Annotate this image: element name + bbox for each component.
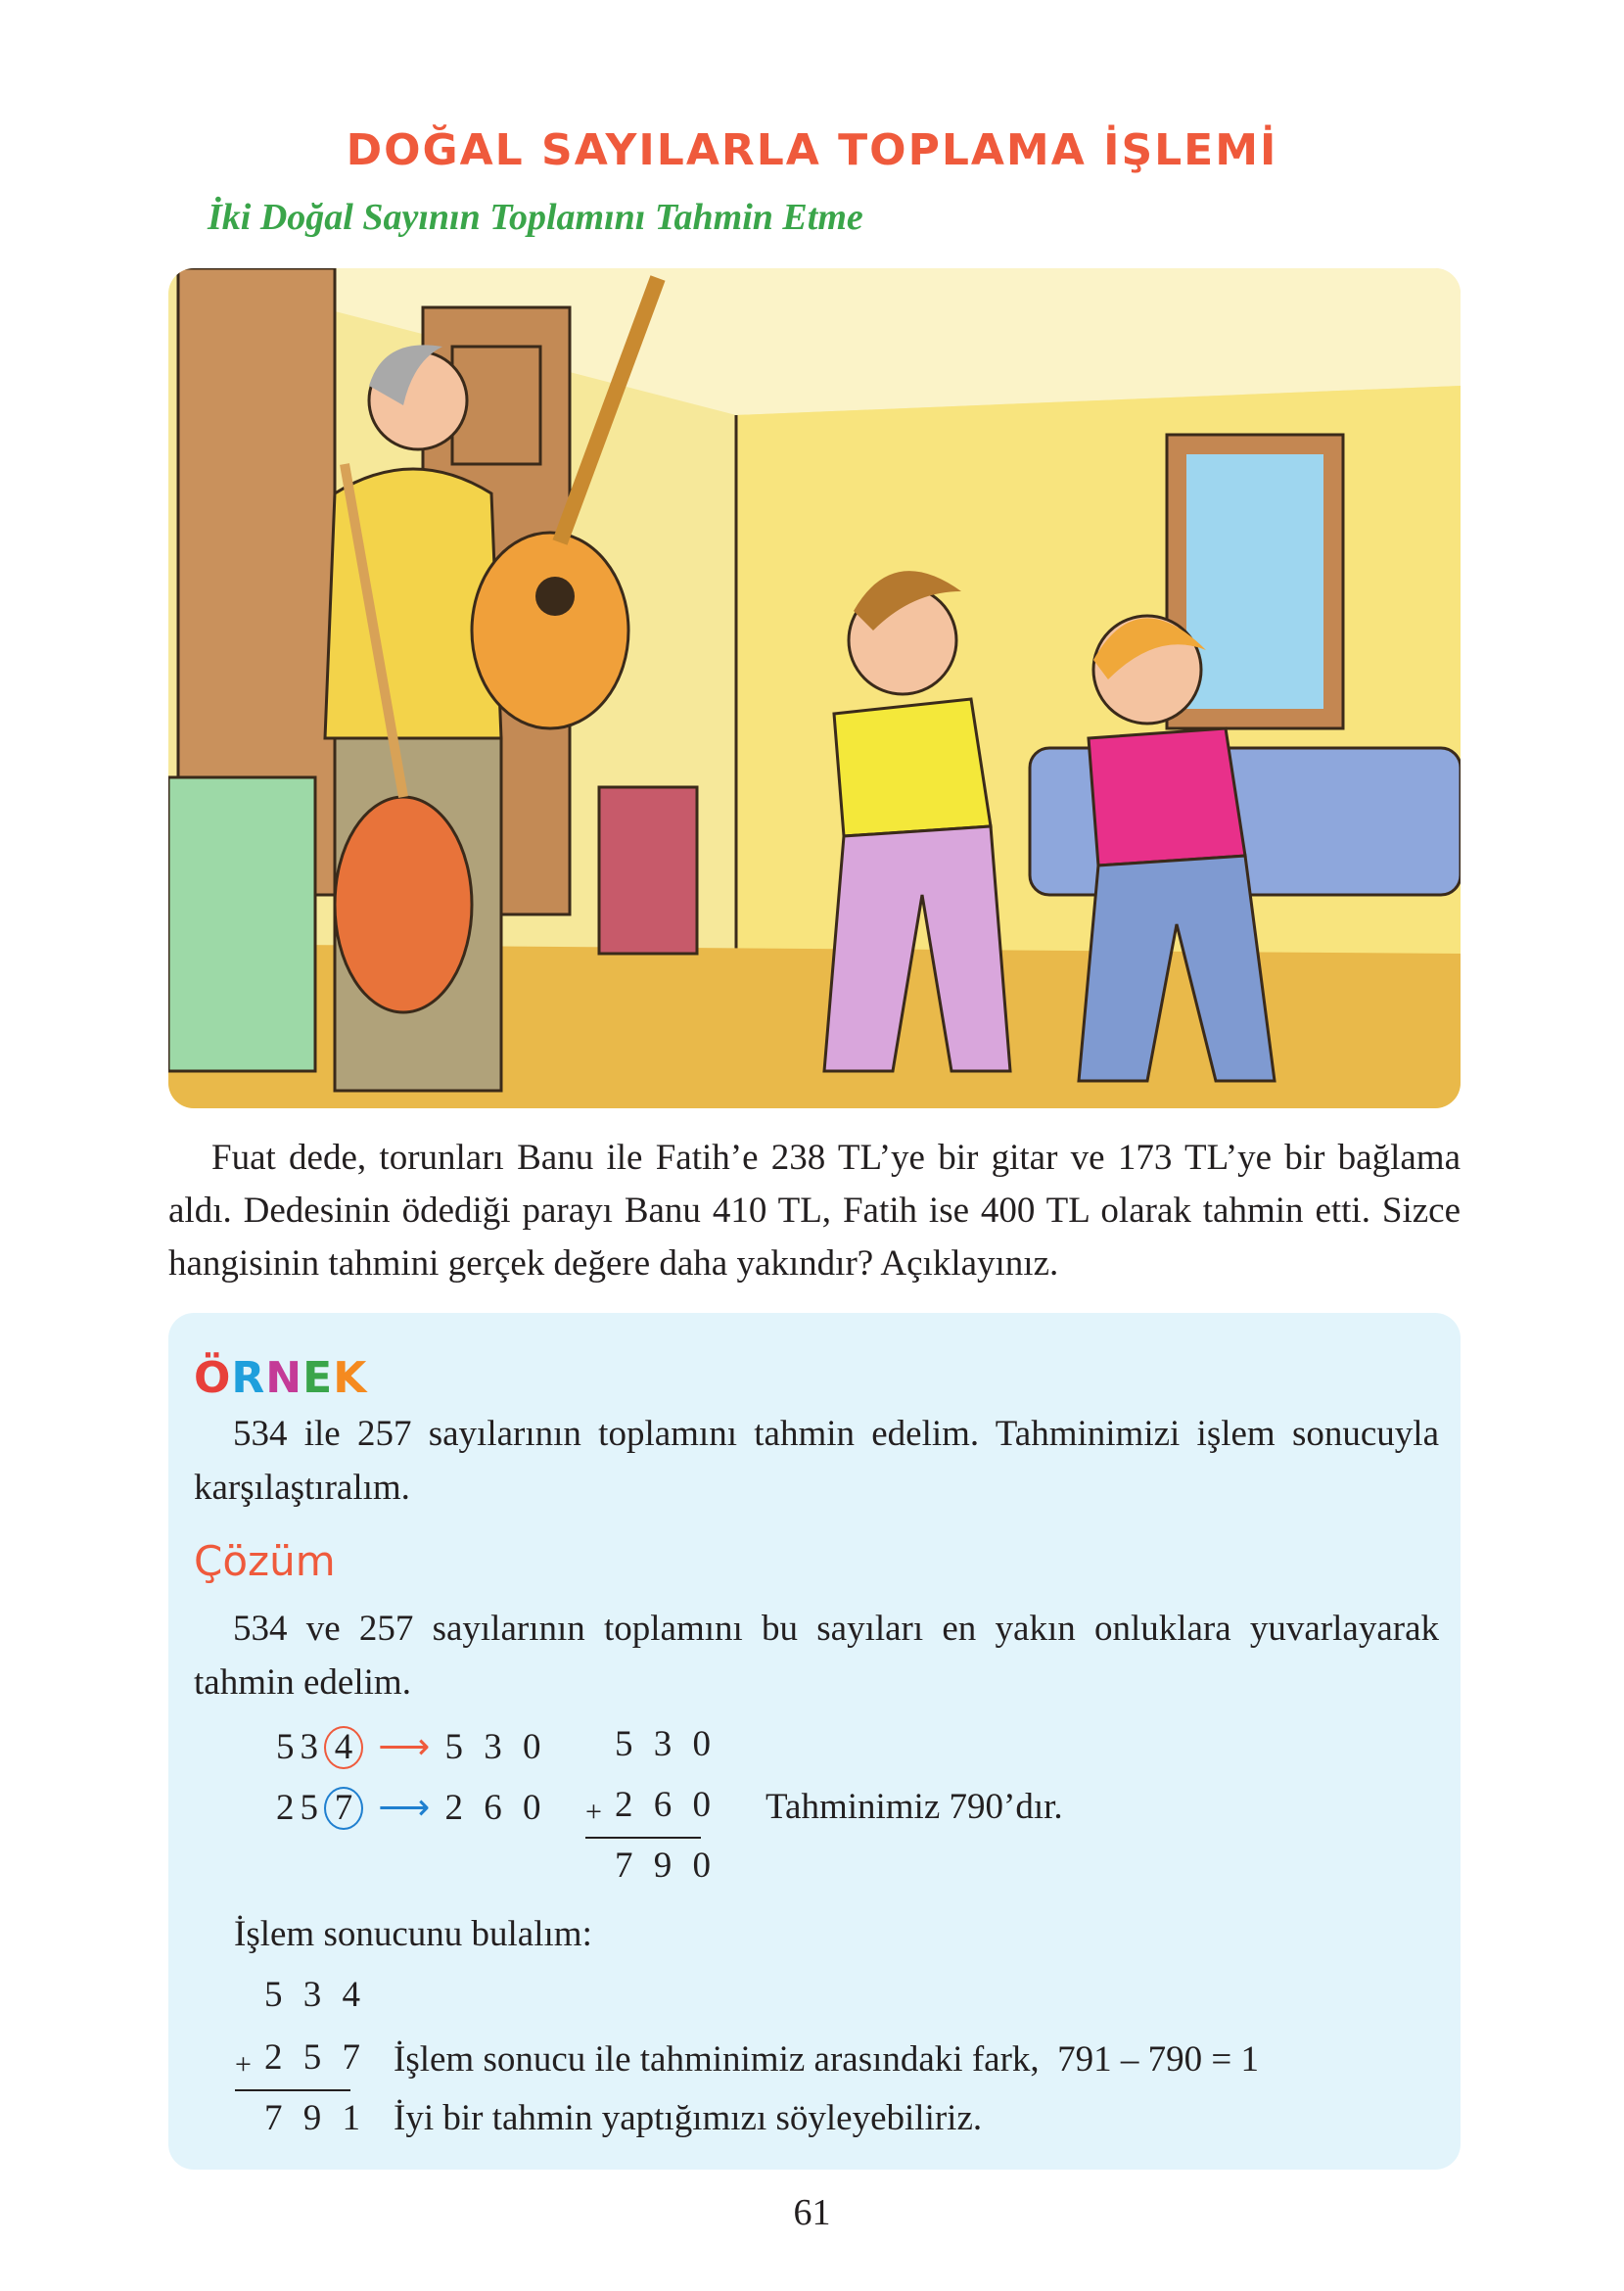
section-subtitle: İki Doğal Sayının Toplamını Tahmin Etme <box>208 197 863 238</box>
example-label <box>194 1353 367 1403</box>
page-number: 61 <box>793 2192 831 2233</box>
rounding-row <box>276 1786 547 1830</box>
difference-text: İşlem sonucu ile tahminimiz arasındaki fark, 791 – 790 = 1 <box>394 2039 1260 2080</box>
example-text: 534 ile 257 sayılarının toplamını tahmin edelim. Tahminimizi işlem sonucuyla karşılaştıralım. <box>194 1414 1439 1508</box>
plus-sign: + <box>585 1796 608 1828</box>
intro-text: Fuat dede, torunları Banu ile Fatih’e 238 TL’ye bir gitar ve 173 TL’ye bir bağlama aldı. Dedesinin ödediği parayı Banu 410 TL, Fatih ise 400 TL olarak tahmin etti. Sizce hangisinin tahmini gerçek değere daha yakındır? Açıklayınız. <box>168 1138 1461 1284</box>
plus-sign: + <box>235 2048 257 2081</box>
example-label-letter: E <box>302 1353 334 1403</box>
example-label-letter: R <box>231 1353 266 1403</box>
estimate-addend-a: 5 3 0 <box>615 1724 717 1764</box>
arrow-right-icon: ⟶ <box>378 1788 431 1828</box>
solution-text: 534 ve 257 sayılarının toplamını bu sayıları en yakın onluklara yuvarlayarak tahmin edelim. <box>194 1609 1439 1703</box>
conclusion-text: İyi bir tahmin yaptığımızı söyleyebiliriz. <box>394 2098 983 2138</box>
rounded-value: 2 6 0 <box>444 1788 547 1828</box>
ones-digit-circled: 4 <box>324 1726 363 1769</box>
example-label-letter: K <box>333 1353 368 1403</box>
intro-paragraph <box>168 1132 1461 1290</box>
actual-result: 7 9 1 <box>264 2098 366 2138</box>
estimate-addend-b: 2 6 0 <box>615 1785 717 1825</box>
rounded-value: 5 3 0 <box>444 1727 547 1767</box>
estimate-result: 7 9 0 <box>615 1846 717 1886</box>
sum-line <box>585 1837 701 1839</box>
number-prefix: 25 <box>276 1788 324 1828</box>
sum-line <box>235 2089 350 2091</box>
estimate-text: Tahminimiz 790’dır. <box>766 1787 1063 1827</box>
page-title: DOĞAL SAYILARLA TOPLAMA İŞLEMİ <box>346 125 1278 175</box>
find-result-text: İşlem sonucunu bulalım: <box>234 1914 592 1954</box>
example-label-letter: N <box>265 1353 303 1403</box>
arrow-right-icon: ⟶ <box>378 1727 431 1767</box>
rounding-row <box>276 1725 547 1769</box>
actual-addend-b: 2 5 7 <box>264 2037 366 2078</box>
ones-digit-circled: 7 <box>324 1787 363 1830</box>
illustration-grandfather-and-children <box>168 268 1461 1108</box>
number-prefix: 53 <box>276 1727 324 1767</box>
solution-label: Çözüm <box>194 1537 336 1585</box>
actual-addend-a: 5 3 4 <box>264 1975 366 2015</box>
example-label-letter: Ö <box>194 1353 232 1403</box>
